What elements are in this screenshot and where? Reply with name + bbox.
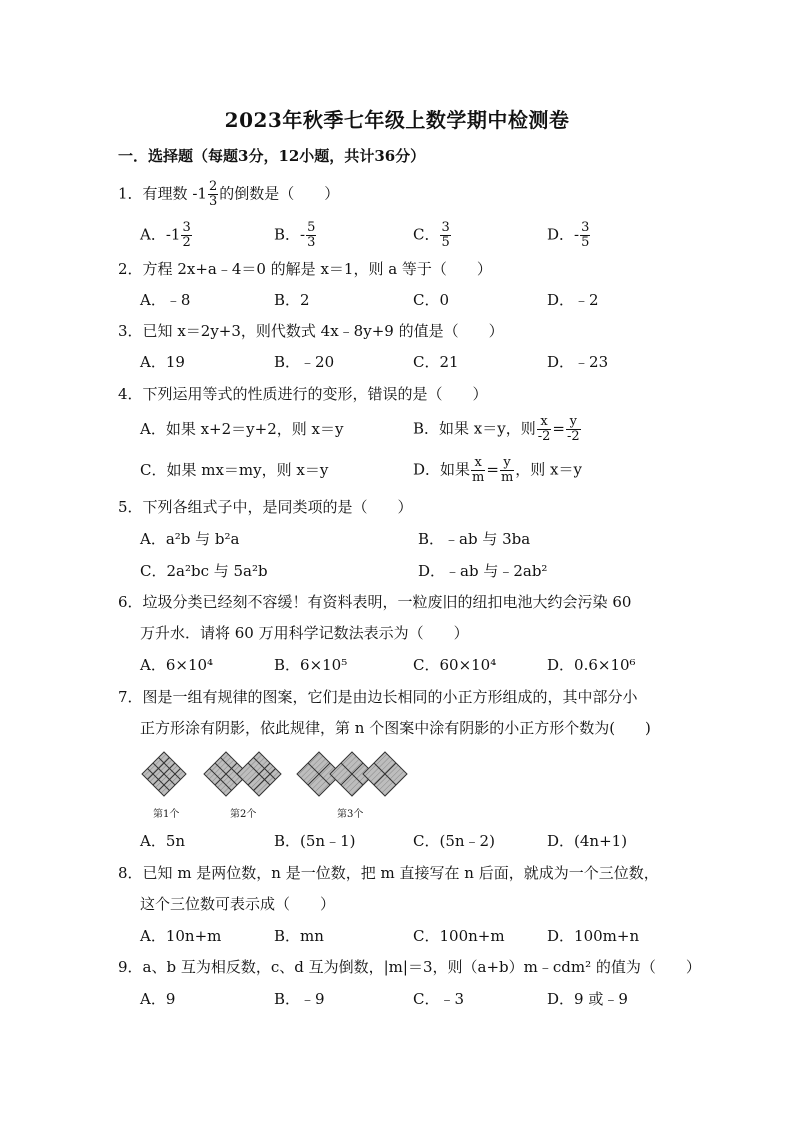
q6-option-b[interactable]: B．6×10⁵	[274, 656, 348, 674]
question-9	[118, 957, 701, 977]
q5-option-d[interactable]: D．﹣ab 与﹣2ab²	[418, 562, 548, 580]
question-4	[118, 384, 488, 404]
q1-c-den: 5	[441, 235, 450, 250]
q8-option-a[interactable]: A．10n+m	[140, 927, 222, 945]
q9-number: 9．	[118, 958, 143, 976]
q1-number: 1．	[118, 184, 143, 203]
q5-number: 5．	[118, 498, 143, 516]
q4-stem: 下列运用等式的性质进行的变形，错误的是（ ）	[142, 385, 488, 403]
q3-option-c[interactable]: C．21	[413, 353, 459, 371]
question-3	[118, 321, 504, 341]
question-2	[118, 259, 492, 279]
q9-option-c[interactable]: C．﹣3	[413, 990, 465, 1008]
q4-d-den1: m	[472, 470, 485, 485]
q1-a-num: 3	[182, 220, 191, 235]
q4-b-den1: -2	[537, 429, 551, 444]
q7-option-c[interactable]: C．(5n﹣2)	[413, 832, 495, 850]
q4-d-frac-2	[500, 456, 514, 485]
q4-b-pre: B．如果 x＝y，则	[413, 419, 536, 438]
q2-option-a[interactable]: A．﹣8	[140, 291, 191, 309]
q4-d-equals: =	[486, 460, 499, 479]
q1-c-fraction	[440, 221, 450, 250]
q9-stem: a、b 互为相反数，c、d 互为倒数，|m|＝3，则（a+b）m﹣cdm² 的值为（ ）	[142, 958, 701, 976]
section-heading: 一．选择题（每题3分，12小题，共计36分）	[118, 147, 426, 165]
q1-d-label: D．	[547, 225, 575, 244]
q1-stem-post: 的倒数是（ ）	[219, 184, 340, 203]
q6-stem-1: 垃圾分类已经刻不容缓！有资料表明，一粒废旧的纽扣电池大约会污染 60	[142, 593, 632, 611]
q1-a-fraction	[181, 221, 191, 250]
q8-number: 8．	[118, 864, 143, 882]
q4-b-num1: x	[537, 415, 552, 430]
q5-option-b[interactable]: B．﹣ab 与 3ba	[418, 530, 531, 548]
q4-option-b[interactable]	[413, 415, 582, 444]
q7-stem-1: 图是一组有规律的图案，它们是由边长相同的小正方形组成的，其中部分小	[142, 688, 638, 706]
q1-frac-denominator: 3	[208, 194, 218, 209]
question-7-line2: 正方形涂有阴影，依此规律，第 n 个图案中涂有阴影的小正方形个数为( )	[140, 719, 651, 737]
q7-figure-label-2: 第2个	[230, 809, 257, 820]
q8-option-c[interactable]: C．100n+m	[413, 927, 505, 945]
q4-d-num2: y	[500, 456, 514, 471]
question-8-line2: 这个三位数可表示成（ ）	[140, 895, 336, 913]
q4-number: 4．	[118, 385, 143, 403]
q7-option-b[interactable]: B．(5n﹣1)	[274, 832, 356, 850]
q3-stem: 已知 x＝2y+3，则代数式 4x﹣8y+9 的值是（ ）	[142, 322, 504, 340]
page-title: 2023年秋季七年级上数学期中检测卷	[224, 108, 570, 132]
question-7-line1	[118, 687, 638, 707]
q7-figure-label-3: 第3个	[337, 809, 364, 820]
question-6-line2: 万升水．请将 60 万用科学记数法表示为（ ）	[140, 624, 469, 642]
q2-option-b[interactable]: B．2	[274, 291, 310, 309]
q1-b-pre: -	[300, 225, 306, 244]
question-8-line1	[118, 863, 659, 883]
q4-b-num2: y	[566, 415, 581, 430]
q1-a-label: A．	[140, 225, 166, 244]
q4-option-c[interactable]: C．如果 mx＝my，则 x＝y	[140, 461, 329, 479]
q4-b-frac-2	[566, 415, 581, 444]
q1-frac-numerator: 2	[208, 179, 218, 194]
q3-option-a[interactable]: A．19	[140, 353, 185, 371]
q5-stem: 下列各组式子中，是同类项的是（ ）	[142, 498, 413, 516]
q5-option-a[interactable]: A．a²b 与 b²a	[140, 530, 240, 548]
q1-option-c[interactable]	[413, 221, 452, 250]
q3-option-d[interactable]: D．﹣23	[547, 353, 609, 371]
q1-c-num: 3	[441, 220, 450, 235]
q8-stem-1: 已知 m 是两位数，n 是一位数，把 m 直接写在 n 后面，就成为一个三位数，	[142, 864, 659, 882]
q9-option-a[interactable]: A．9	[140, 990, 176, 1008]
q4-option-a[interactable]: A．如果 x+2＝y+2，则 x＝y	[140, 420, 344, 438]
pattern-3	[297, 752, 407, 796]
q7-figure-label-1: 第1个	[153, 809, 180, 820]
q7-pattern-figure	[138, 748, 438, 820]
q1-a-den: 2	[182, 235, 191, 250]
q6-option-c[interactable]: C．60×10⁴	[413, 656, 497, 674]
question-6-line1	[118, 592, 631, 612]
q5-option-c[interactable]: C．2a²bc 与 5a²b	[140, 562, 268, 580]
question-1	[118, 180, 339, 209]
q2-number: 2．	[118, 260, 143, 278]
q7-option-d[interactable]: D．(4n+1)	[547, 832, 628, 850]
q9-option-b[interactable]: B．﹣9	[274, 990, 325, 1008]
q4-option-d[interactable]	[413, 456, 582, 485]
q1-option-b[interactable]	[274, 221, 317, 250]
q4-b-equals: =	[552, 419, 565, 438]
q1-d-pre: -	[574, 225, 580, 244]
q1-b-den: 3	[307, 235, 316, 250]
q7-option-a[interactable]: A．5n	[140, 832, 186, 850]
q3-option-b[interactable]: B．﹣20	[274, 353, 335, 371]
q6-option-a[interactable]: A．6×10⁴	[140, 656, 214, 674]
q1-b-label: B．	[274, 225, 301, 244]
q1-stem-pre: 有理数 -1	[142, 184, 207, 203]
q1-option-a[interactable]	[140, 221, 193, 250]
q4-d-den2: m	[500, 470, 514, 485]
q1-option-d[interactable]	[547, 221, 591, 250]
q9-option-d[interactable]: D．9 或﹣9	[547, 990, 628, 1008]
q1-c-label: C．	[413, 225, 440, 244]
q1-d-num: 3	[581, 220, 590, 235]
q4-b-den2: -2	[566, 429, 580, 444]
q7-number: 7．	[118, 688, 143, 706]
q4-d-pre: D．如果	[413, 460, 471, 479]
q4-b-frac-1	[537, 415, 552, 444]
q8-option-b[interactable]: B．mn	[274, 927, 324, 945]
q1-b-num: 5	[307, 220, 316, 235]
q2-option-c[interactable]: C．0	[413, 291, 450, 309]
q4-d-frac-1	[471, 456, 485, 485]
q6-number: 6．	[118, 593, 143, 611]
q1-d-den: 5	[581, 235, 590, 250]
q2-stem: 方程 2x+a﹣4＝0 的解是 x＝1，则 a 等于（ ）	[142, 260, 492, 278]
q1-b-fraction	[306, 221, 316, 250]
q2-option-d[interactable]: D．﹣2	[547, 291, 599, 309]
q1-a-pre: -1	[165, 225, 181, 244]
pattern-2	[204, 752, 281, 796]
q1-d-fraction	[580, 221, 590, 250]
q4-d-num1: x	[471, 456, 485, 471]
question-5	[118, 497, 413, 517]
pattern-1	[142, 752, 186, 796]
q1-fraction	[208, 180, 218, 209]
q8-option-d[interactable]: D．100m+n	[547, 927, 640, 945]
q6-option-d[interactable]: D．0.6×10⁶	[547, 656, 636, 674]
q4-d-post: ，则 x＝y	[515, 460, 582, 479]
q3-number: 3．	[118, 322, 143, 340]
